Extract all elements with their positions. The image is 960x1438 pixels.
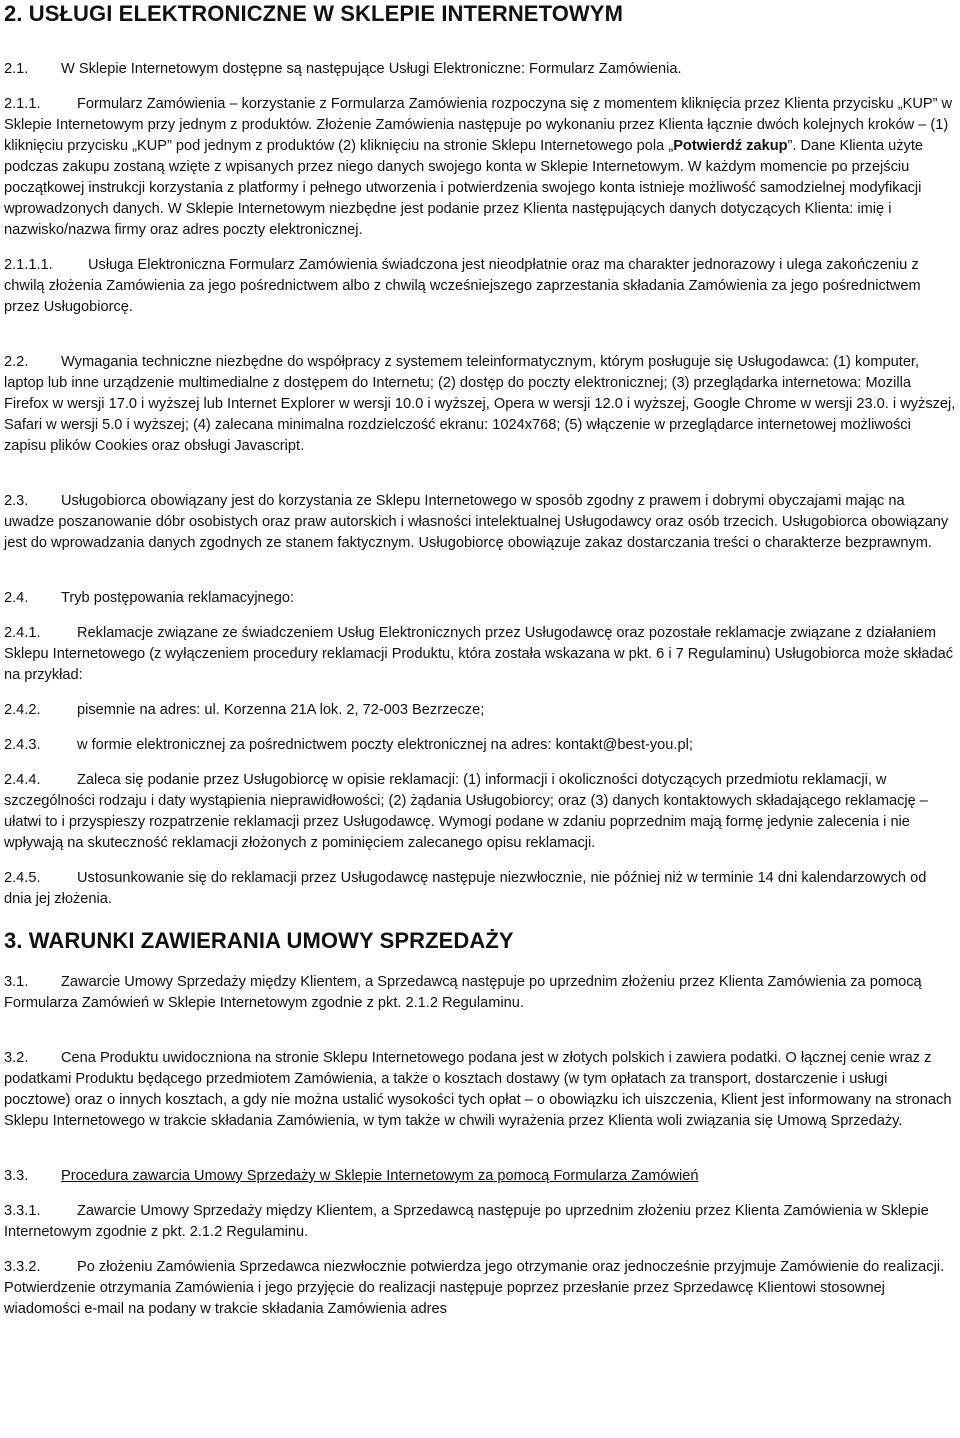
clause-text: Cena Produktu uwidoczniona na stronie Sklepu Internetowego podana jest w złotych polskich i zawiera podatki. O łącznej cenie wraz z podatkami Produktu będącego przedmiotem Zamówienia, a także o kosztach dostawy (w tym opłatach za transport, dostarczenie i usługi pocztowe) oraz o innych kosztach, a gdy nie można ustalić wysokości tych opłat – o obowiązku ich uiszczenia, Klient jest informowany na stronach Sklepu Internetowego w trakcie składania Zamówienia, w tym także w chwili wyrażenia przez Klienta woli związania się Umową Sprzedaży.	[4, 1050, 952, 1129]
clause-text-underlined: Procedura zawarcia Umowy Sprzedaży w Sklepie Internetowym za pomocą Formularza Zamówień	[61, 1168, 699, 1184]
clause-text: Zawarcie Umowy Sprzedaży między Klientem, a Sprzedawcą następuje po uprzednim złożeniu przez Klienta Zamówienia w Sklepie Internetowym zgodnie z pkt. 2.1.2 Regulaminu.	[4, 1203, 929, 1240]
clause-text: Ustosunkowanie się do reklamacji przez Usługodawcę następuje niezwłocznie, nie później niż w terminie 14 dni kalendarzowych od dnia jej złożenia.	[4, 870, 927, 907]
clause-number: 3.3.2.	[4, 1259, 41, 1275]
clause-number: 2.4.3.	[4, 737, 41, 753]
clause-text: Zawarcie Umowy Sprzedaży między Klientem, a Sprzedawcą następuje po uprzednim złożeniu przez Klienta Zamówienia za pomocą Formularza Zamówień w Sklepie Internetowym zgodnie z pkt. 2.1.2 Regulaminu.	[4, 974, 922, 1011]
clause-text: W Sklepie Internetowym dostępne są następujące Usługi Elektroniczne: Formularz Zamówienia.	[61, 61, 682, 77]
clause-text: Reklamacje związane ze świadczeniem Usług Elektronicznych przez Usługodawcę oraz pozostałe reklamacje związane z działaniem Sklepu Internetowego (z wyłączeniem procedury reklamacji Produktu, która została wskazana w pkt. 6 i 7 Regulaminu) Usługobiorca może składać na przykład:	[4, 625, 954, 683]
clause-number: 2.1.	[4, 61, 29, 77]
clause-number: 2.4.1.	[4, 625, 41, 641]
clause-text: w formie elektronicznej za pośrednictwem poczty elektronicznej na adres: kontakt@best-you.pl;	[77, 737, 693, 753]
clause-number: 2.2.	[4, 354, 29, 370]
clause-2-4-5	[4, 868, 956, 910]
clause-number: 3.3.	[4, 1168, 29, 1184]
clause-text: Zaleca się podanie przez Usługobiorcę w opisie reklamacji: (1) informacji i okoliczności dotyczących przedmiotu reklamacji, w szczególności rodzaju i daty wystąpienia nieprawidłowości; (2) żądania Usługobiorcy; oraz (3) danych kontaktowych składającego reklamację – ułatwi to i przyspieszy rozpatrzenie reklamacji przez Usługodawcę. Wymogi podane w zdaniu poprzednim mają formę jedynie zalecenia i nie wpływają na skuteczność reklamacji złożonych z pominięciem zalecanego opisu reklamacji.	[4, 772, 928, 851]
clause-2-1	[4, 59, 956, 80]
clause-text: Usługobiorca obowiązany jest do korzystania ze Sklepu Internetowego w sposób zgodny z prawem i dobrymi obyczajami mając na uwadze poszanowanie dóbr osobistych oraz praw autorskich i własności intelektualnej Usługodawcy oraz osób trzecich. Usługobiorca obowiązany jest do wprowadzania danych zgodnych ze stanem faktycznym. Usługobiorcę obowiązuje zakaz dostarczania treści o charakterze bezprawnym.	[4, 493, 949, 551]
clause-number: 3.2.	[4, 1050, 29, 1066]
clause-text: Wymagania techniczne niezbędne do współpracy z systemem teleinformatycznym, którym posługuje się Usługodawca: (1) komputer, laptop lub inne urządzenie multimedialne z dostępem do Internetu; (2) dostęp do poczty elektronicznej; (3) przeglądarka internetowa: Mozilla Firefox w wersji 17.0 i wyższej lub Internet Explorer w wersji 10.0 i wyższej, Opera w wersji 12.0 i wyższej, Google Chrome w wersji 23.0. i wyższej, Safari w wersji 5.0 i wyższej; (4) zalecana minimalna rozdzielczość ekranu: 1024x768; (5) włączenie w przeglądarce internetowej możliwości zapisu plików Cookies oraz obsługi Javascript.	[4, 354, 956, 454]
document-body	[4, 59, 956, 1320]
clause-2-4	[4, 588, 956, 609]
clause-text: Po złożeniu Zamówienia Sprzedawca niezwłocznie potwierdza jego otrzymanie oraz jednocześnie przyjmuje Zamówienie do realizacji. Potwierdzenie otrzymania Zamówienia i jego przyjęcie do realizacji następuje poprzez przesłanie przez Sprzedawcę Klientowi stosownej wiadomości e-mail na podany w trakcie składania Zamówienia adres	[4, 1259, 945, 1317]
clause-2-1-1-1	[4, 255, 956, 318]
clause-number: 2.3.	[4, 493, 29, 509]
clause-2-3	[4, 491, 956, 554]
clause-2-4-2	[4, 700, 956, 721]
clause-text: Usługa Elektroniczna Formularz Zamówienia świadczona jest nieodpłatnie oraz ma charakter jednorazowy i ulega zakończeniu z chwilą złożenia Zamówienia za jego pośrednictwem albo z chwilą wcześniejszego zaprzestania składania Zamówienia za jego pośrednictwem przez Usługobiorcę.	[4, 257, 921, 315]
clause-number: 2.4.4.	[4, 772, 41, 788]
clause-text: pisemnie na adres: ul. Korzenna 21A lok. 2, 72-003 Bezrzecze;	[77, 702, 485, 718]
clause-number: 2.4.2.	[4, 702, 41, 718]
clause-text: Formularz Zamówienia – korzystanie z Formularza Zamówienia rozpoczyna się z momentem kliknięcia przez Klienta przycisku „KUP” w Sklepie Internetowym przy jednym z produktów. Złożenie Zamówienia następuje po wykonaniu przez Klienta łącznie dwóch kolejnych kroków – (1) kliknięciu przycisku „KUP” pod jednym z produktów (2) kliknięciu na stronie Sklepu Internetowego pola „	[4, 96, 953, 154]
bold-button-label: Potwierdź zakup	[673, 138, 788, 154]
clause-number: 3.1.	[4, 974, 29, 990]
clause-number: 3.3.1.	[4, 1203, 41, 1219]
clause-text: Tryb postępowania reklamacyjnego:	[61, 590, 295, 606]
clause-2-4-1	[4, 623, 956, 686]
clause-number: 2.4.	[4, 590, 29, 606]
clause-2-4-3	[4, 735, 956, 756]
clause-3-3	[4, 1166, 956, 1187]
clause-2-4-4	[4, 770, 956, 854]
clause-3-2	[4, 1048, 956, 1132]
clause-text: ”. Dane Klienta użyte podczas zakupu zostaną wzięte z wpisanych przez niego danych swojego konta w Sklepie Internetowym. W każdym momencie po przejściu początkowej instrukcji korzystania z platformy i pełnego utworzenia i potwierdzenia swojego konta istnieje możliwość samodzielnej modyfikacji wprowadzonych danych. W Sklepie Internetowym niezbędne jest podanie przez Klienta następujących danych dotyczących Klienta: imię i nazwisko/nazwa firmy oraz adres poczty elektronicznej.	[4, 138, 924, 238]
clause-3-1	[4, 972, 956, 1014]
clause-number: 2.1.1.	[4, 96, 41, 112]
clause-2-2	[4, 352, 956, 457]
clause-number: 2.1.1.1.	[4, 257, 53, 273]
section-heading-3: 3. WARUNKI ZAWIERANIA UMOWY SPRZEDAŻY	[4, 928, 514, 953]
clause-number: 2.4.5.	[4, 870, 41, 886]
clause-3-3-2	[4, 1257, 956, 1320]
clause-2-1-1	[4, 94, 956, 241]
section-heading-2: 2. USŁUGI ELEKTRONICZNE W SKLEPIE INTERNETOWYM	[4, 1, 623, 26]
clause-3-3-1	[4, 1201, 956, 1243]
